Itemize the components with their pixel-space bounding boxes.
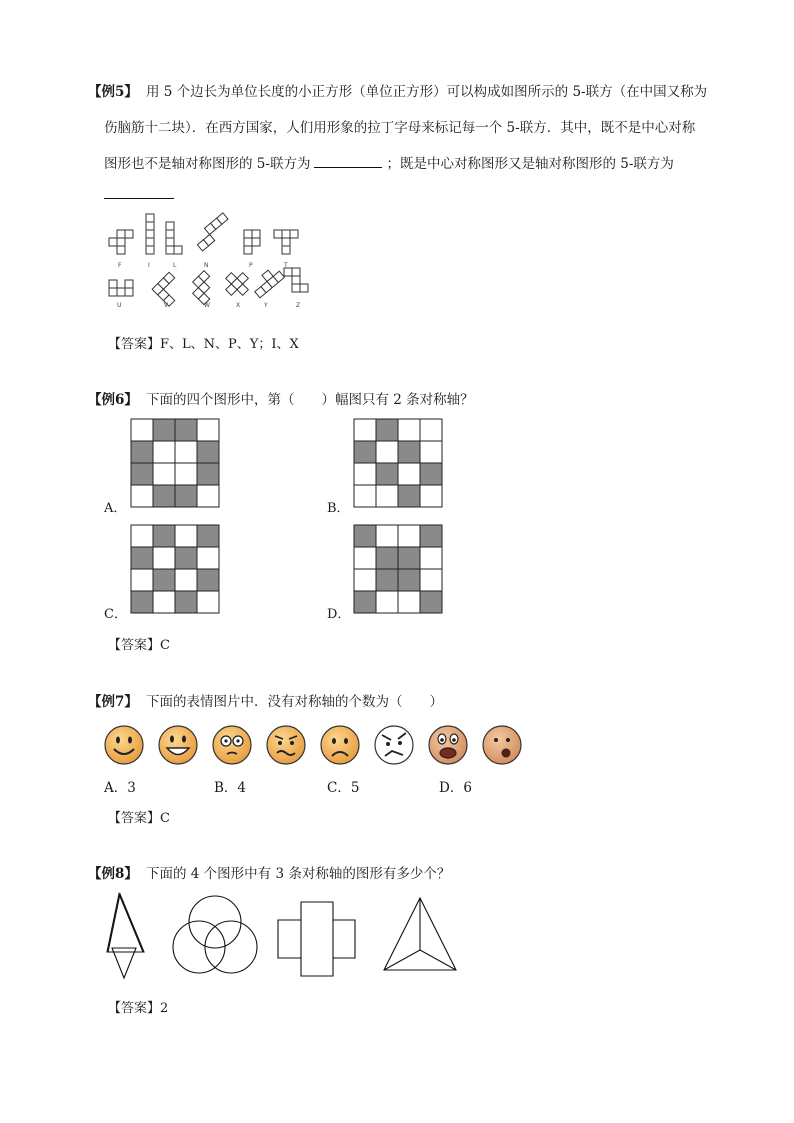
grid-cell-blank: [398, 591, 420, 613]
pentomino-u: [109, 280, 133, 296]
pentomino-label: I: [148, 262, 150, 269]
face-angry-icon: [375, 726, 413, 764]
ex8-question: 下面的 4 个图形中有 3 条对称轴的图形有多少个？: [146, 866, 451, 882]
grid-cell-blank: [197, 547, 219, 569]
pentomino-t: [274, 230, 298, 254]
pentomino-f: [109, 230, 133, 254]
grid-cell-shaded: [175, 485, 197, 507]
grid-cell-blank: [354, 569, 376, 591]
grid-cell-shaded: [197, 525, 219, 547]
face-smile-icon: [105, 726, 143, 764]
grid-cell-blank: [376, 485, 398, 507]
grid-cell-blank: [420, 441, 442, 463]
three-circles-figure: [173, 896, 257, 973]
grid-cell-blank: [153, 463, 175, 485]
ex6-option-c: C．: [104, 607, 127, 622]
ex7-option-b: B．4: [214, 780, 247, 796]
grid-cell-shaded: [131, 441, 153, 463]
grid-cell-blank: [354, 547, 376, 569]
pentomino-label: F: [118, 262, 122, 269]
pentomino-n: [192, 213, 233, 251]
grid-cell-shaded: [175, 547, 197, 569]
grid-cell-shaded: [376, 547, 398, 569]
grid-b: [353, 418, 445, 510]
grid-cell-blank: [131, 525, 153, 547]
faces-row: [104, 722, 534, 768]
grid-cell-shaded: [153, 569, 175, 591]
grid-cell-blank: [175, 463, 197, 485]
grid-cell-shaded: [175, 419, 197, 441]
ex5-line3b: ；既是中心对称图形又是轴对称图形的 5-联方为: [386, 156, 674, 172]
pentomino-l: [166, 222, 182, 254]
grid-cell-blank: [153, 591, 175, 613]
grid-cell-shaded: [197, 441, 219, 463]
grid-c: [130, 524, 222, 616]
grid-cell-blank: [131, 419, 153, 441]
grid-cell-blank: [420, 547, 442, 569]
pentomino-v: [152, 272, 186, 306]
ex6-option-b: B．: [327, 501, 350, 516]
grid-cell-shaded: [420, 463, 442, 485]
grid-cell-shaded: [354, 591, 376, 613]
pentomino-label: V: [164, 302, 169, 309]
face-shocked-icon: [429, 726, 467, 764]
pentomino-label: N: [204, 262, 209, 269]
ex7-tag: 【例7】: [88, 694, 138, 710]
ex6-question: 下面的四个图形中，第（ ）幅图只有 2 条对称轴？: [146, 392, 474, 408]
ex5-tag: 【例5】: [88, 84, 138, 100]
grid-cell-blank: [398, 463, 420, 485]
grid-cell-blank: [420, 419, 442, 441]
grid-cell-blank: [354, 419, 376, 441]
grid-cell-blank: [376, 591, 398, 613]
ex5-answer: 【答案】F、L、N、P、Y；I、X: [108, 337, 299, 352]
grid-cell-shaded: [376, 419, 398, 441]
pentomino-label: T: [284, 262, 288, 269]
pentomino-label: L: [173, 262, 177, 269]
grid-cell-blank: [197, 419, 219, 441]
ex5-line3: [104, 152, 674, 172]
triangle-with-center-figure: [384, 898, 456, 970]
ex6-option-a: A．: [104, 501, 127, 516]
grid-cell-shaded: [420, 525, 442, 547]
ex5-line2: 伤脑筋十二块）．在西方国家，人们用形象的拉丁字母来标记每一个 5-联方．其中，既不是中心对称: [104, 120, 696, 136]
grid-cell-blank: [398, 419, 420, 441]
grid-cell-shaded: [398, 441, 420, 463]
grid-cell-shaded: [153, 485, 175, 507]
grid-cell-shaded: [398, 485, 420, 507]
face-worried-icon: [267, 726, 305, 764]
pentomino-p: [244, 230, 260, 254]
ex7-option-c: C．5: [327, 780, 360, 796]
pentomino-label: U: [117, 302, 122, 309]
cross-figure: [278, 902, 355, 976]
grid-cell-shaded: [131, 591, 153, 613]
pentomino-label: X: [236, 302, 241, 309]
grid-cell-shaded: [420, 591, 442, 613]
grid-cell-blank: [197, 591, 219, 613]
grid-cell-shaded: [376, 569, 398, 591]
grid-a: [130, 418, 222, 510]
pentomino-pieces: [109, 213, 308, 306]
pentomino-z: [284, 268, 308, 292]
grid-cell-blank: [153, 441, 175, 463]
pentomino-figure: [104, 210, 314, 310]
pentomino-label: Z: [296, 302, 301, 309]
grid-cell-shaded: [131, 547, 153, 569]
pentomino-label: W: [204, 302, 210, 309]
grid-cell-blank: [197, 485, 219, 507]
grid-cell-blank: [376, 525, 398, 547]
ex5-blank-2: [104, 186, 174, 199]
ex8-answer: 【答案】2: [108, 1001, 169, 1016]
grid-cell-shaded: [175, 591, 197, 613]
grid-cell-blank: [175, 569, 197, 591]
grid-cell-shaded: [197, 569, 219, 591]
grid-cell-shaded: [153, 419, 175, 441]
ex6-tag: 【例6】: [88, 392, 138, 408]
ex5-line3a: 图形也不是轴对称图形的 5-联方为: [104, 156, 311, 172]
face-glasses-icon: [213, 726, 251, 764]
ex8-tag: 【例8】: [88, 866, 138, 882]
pentomino-x: [220, 267, 254, 301]
pentomino-y: [250, 265, 285, 298]
ex6-answer: 【答案】C: [108, 638, 170, 653]
grid-cell-blank: [175, 525, 197, 547]
face-sad-icon: [321, 726, 359, 764]
grid-cell-blank: [131, 485, 153, 507]
grid-cell-blank: [398, 525, 420, 547]
face-pout-icon: [483, 726, 521, 764]
grid-cell-shaded: [153, 525, 175, 547]
pentomino-label: P: [249, 262, 253, 269]
pentomino-i: [146, 214, 154, 254]
grid-cell-shaded: [376, 463, 398, 485]
ex7-question: 下面的表情图片中．没有对称轴的个数为（ ）: [146, 694, 443, 710]
grid-cell-shaded: [197, 463, 219, 485]
grid-cell-blank: [354, 485, 376, 507]
grid-cell-shaded: [354, 525, 376, 547]
ex7-option-d: D．6: [439, 780, 472, 796]
face-grin-icon: [159, 726, 197, 764]
ex7-option-a: A．3: [104, 780, 136, 796]
grid-cell-blank: [420, 485, 442, 507]
ex6-option-d: D．: [327, 607, 351, 622]
pentomino-w: [187, 271, 221, 305]
ex8-figures: [100, 890, 460, 982]
grid-cell-blank: [376, 441, 398, 463]
ex5-blank-2-wrap: [104, 186, 174, 203]
ex5-blank-1: [314, 167, 382, 168]
grid-cell-blank: [354, 463, 376, 485]
grid-cell-blank: [131, 569, 153, 591]
grid-cell-shaded: [131, 463, 153, 485]
grid-d: [353, 524, 445, 616]
ex7-answer: 【答案】C: [108, 811, 170, 826]
grid-cell-blank: [420, 569, 442, 591]
pentomino-label: Y: [264, 302, 268, 309]
grid-cell-blank: [175, 441, 197, 463]
grid-cell-shaded: [354, 441, 376, 463]
grid-cell-blank: [153, 547, 175, 569]
overlapping-triangles-figure: [107, 894, 144, 978]
grid-cell-shaded: [398, 547, 420, 569]
ex5-line1: 用 5 个边长为单位长度的小正方形（单位正方形）可以构成如图所示的 5-联方（在中国又称为: [146, 84, 708, 100]
grid-cell-shaded: [398, 569, 420, 591]
